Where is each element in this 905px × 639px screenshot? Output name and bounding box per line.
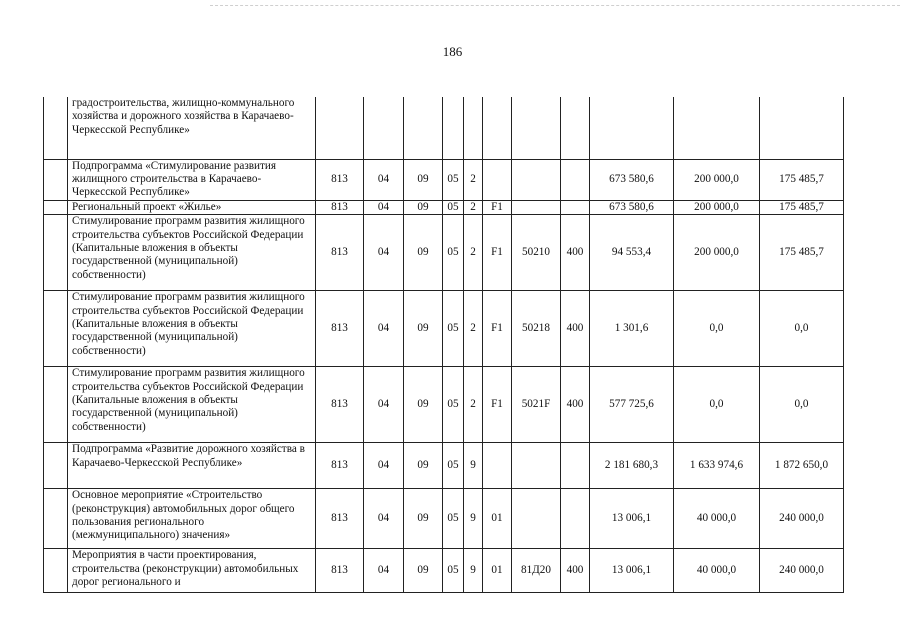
cell-item-name: Стимулирование программ развития жилищного строительства субъектов Российской Федерации (Капитальные вложения в объекты государственной (муниципальной) собственности) xyxy=(68,367,316,443)
cell-program: 05 xyxy=(443,291,464,367)
cell-expense-type xyxy=(561,97,590,159)
cell-sum-year-2: 200 000,0 xyxy=(674,200,760,214)
cell-direction: 5021F xyxy=(512,367,561,443)
cell-project xyxy=(483,97,512,159)
cell-sum-year-2: 40 000,0 xyxy=(674,549,760,593)
cell-program: 05 xyxy=(443,443,464,489)
budget-table xyxy=(43,97,844,593)
cell-direction: 50210 xyxy=(512,215,561,291)
cell-item-name: градостроительства, жилищно-коммунального хозяйства и дорожного хозяйства в Карачаево-Черкесской Республике» xyxy=(68,97,316,159)
cell-index-blank xyxy=(44,200,68,214)
cell-sum-year-1: 673 580,6 xyxy=(590,159,674,200)
cell-program: 05 xyxy=(443,200,464,214)
cell-project: F1 xyxy=(483,215,512,291)
cell-expense-type: 400 xyxy=(561,291,590,367)
cell-ved xyxy=(316,97,364,159)
cell-program: 05 xyxy=(443,367,464,443)
cell-item-name: Основное мероприятие «Строительство (реконструкция) автомобильных дорог общего пользования регионального (межмуниципального) значения» xyxy=(68,489,316,549)
cell-expense-type: 400 xyxy=(561,367,590,443)
cell-index-blank xyxy=(44,489,68,549)
table-row xyxy=(44,489,844,549)
table-row xyxy=(44,200,844,214)
cell-item-name: Стимулирование программ развития жилищного строительства субъектов Российской Федерации (Капитальные вложения в объекты государственной (муниципальной) собственности) xyxy=(68,215,316,291)
cell-direction xyxy=(512,489,561,549)
cell-pr: 09 xyxy=(404,489,443,549)
cell-sum-year-2: 1 633 974,6 xyxy=(674,443,760,489)
cell-sum-year-3: 1 872 650,0 xyxy=(760,443,844,489)
cell-program: 05 xyxy=(443,549,464,593)
cell-direction xyxy=(512,200,561,214)
cell-index-blank xyxy=(44,215,68,291)
cell-rz: 04 xyxy=(364,215,404,291)
cell-pr: 09 xyxy=(404,215,443,291)
cell-project xyxy=(483,159,512,200)
cell-sum-year-1: 577 725,6 xyxy=(590,367,674,443)
cell-item-name: Региональный проект «Жилье» xyxy=(68,200,316,214)
cell-pr: 09 xyxy=(404,443,443,489)
cell-rz: 04 xyxy=(364,549,404,593)
cell-ved: 813 xyxy=(316,367,364,443)
cell-direction xyxy=(512,159,561,200)
cell-pr: 09 xyxy=(404,159,443,200)
cell-subprogram: 9 xyxy=(464,489,483,549)
cell-expense-type xyxy=(561,489,590,549)
cell-item-name: Подпрограмма «Развитие дорожного хозяйства в Карачаево-Черкесской Республике» xyxy=(68,443,316,489)
cell-pr: 09 xyxy=(404,549,443,593)
cell-subprogram: 2 xyxy=(464,367,483,443)
cell-expense-type xyxy=(561,443,590,489)
cell-program: 05 xyxy=(443,215,464,291)
table-row xyxy=(44,549,844,593)
cell-program: 05 xyxy=(443,489,464,549)
cell-direction: 50218 xyxy=(512,291,561,367)
table-row xyxy=(44,215,844,291)
cell-program xyxy=(443,97,464,159)
cell-rz: 04 xyxy=(364,443,404,489)
cell-sum-year-1 xyxy=(590,97,674,159)
table-body xyxy=(44,97,844,593)
cell-project: 01 xyxy=(483,489,512,549)
table-row xyxy=(44,159,844,200)
cell-rz: 04 xyxy=(364,159,404,200)
cell-ved: 813 xyxy=(316,489,364,549)
cell-rz: 04 xyxy=(364,367,404,443)
cell-sum-year-3: 175 485,7 xyxy=(760,159,844,200)
cell-subprogram: 2 xyxy=(464,200,483,214)
table-row xyxy=(44,97,844,159)
scan-artifact-line xyxy=(210,5,900,6)
cell-pr xyxy=(404,97,443,159)
cell-index-blank xyxy=(44,291,68,367)
cell-sum-year-2: 200 000,0 xyxy=(674,159,760,200)
table-row xyxy=(44,367,844,443)
cell-expense-type xyxy=(561,159,590,200)
cell-subprogram: 2 xyxy=(464,291,483,367)
page-number: 186 xyxy=(442,44,463,59)
cell-sum-year-3: 175 485,7 xyxy=(760,200,844,214)
table-row xyxy=(44,291,844,367)
cell-pr: 09 xyxy=(404,200,443,214)
cell-direction: 81Д20 xyxy=(512,549,561,593)
cell-direction xyxy=(512,97,561,159)
cell-sum-year-2: 40 000,0 xyxy=(674,489,760,549)
cell-ved: 813 xyxy=(316,549,364,593)
cell-ved: 813 xyxy=(316,215,364,291)
cell-index-blank xyxy=(44,549,68,593)
cell-program: 05 xyxy=(443,159,464,200)
cell-direction xyxy=(512,443,561,489)
cell-ved: 813 xyxy=(316,291,364,367)
cell-sum-year-1: 673 580,6 xyxy=(590,200,674,214)
cell-sum-year-2: 0,0 xyxy=(674,291,760,367)
cell-sum-year-2: 0,0 xyxy=(674,367,760,443)
table-row xyxy=(44,443,844,489)
cell-project: F1 xyxy=(483,367,512,443)
cell-sum-year-1: 1 301,6 xyxy=(590,291,674,367)
cell-project: 01 xyxy=(483,549,512,593)
cell-sum-year-1: 94 553,4 xyxy=(590,215,674,291)
cell-ved: 813 xyxy=(316,200,364,214)
cell-index-blank xyxy=(44,97,68,159)
cell-subprogram: 9 xyxy=(464,549,483,593)
cell-sum-year-1: 13 006,1 xyxy=(590,549,674,593)
cell-project: F1 xyxy=(483,291,512,367)
cell-ved: 813 xyxy=(316,159,364,200)
cell-sum-year-3 xyxy=(760,97,844,159)
cell-sum-year-3: 0,0 xyxy=(760,367,844,443)
cell-index-blank xyxy=(44,367,68,443)
cell-item-name: Подпрограмма «Стимулирование развития жилищного строительства в Карачаево-Черкесской Республике» xyxy=(68,159,316,200)
cell-sum-year-3: 175 485,7 xyxy=(760,215,844,291)
cell-sum-year-1: 2 181 680,3 xyxy=(590,443,674,489)
cell-subprogram: 2 xyxy=(464,159,483,200)
cell-rz: 04 xyxy=(364,200,404,214)
cell-expense-type xyxy=(561,200,590,214)
cell-sum-year-3: 240 000,0 xyxy=(760,549,844,593)
cell-rz: 04 xyxy=(364,291,404,367)
cell-sum-year-3: 0,0 xyxy=(760,291,844,367)
cell-sum-year-2 xyxy=(674,97,760,159)
cell-project xyxy=(483,443,512,489)
cell-pr: 09 xyxy=(404,291,443,367)
cell-sum-year-3: 240 000,0 xyxy=(760,489,844,549)
cell-item-name: Мероприятия в части проектирования, строительства (реконструкции) автомобильных дорог регионального и xyxy=(68,549,316,593)
cell-subprogram: 2 xyxy=(464,215,483,291)
cell-rz xyxy=(364,97,404,159)
cell-expense-type: 400 xyxy=(561,215,590,291)
cell-index-blank xyxy=(44,159,68,200)
cell-pr: 09 xyxy=(404,367,443,443)
cell-index-blank xyxy=(44,443,68,489)
cell-expense-type: 400 xyxy=(561,549,590,593)
cell-subprogram xyxy=(464,97,483,159)
cell-project: F1 xyxy=(483,200,512,214)
cell-item-name: Стимулирование программ развития жилищного строительства субъектов Российской Федерации (Капитальные вложения в объекты государственной (муниципальной) собственности) xyxy=(68,291,316,367)
cell-ved: 813 xyxy=(316,443,364,489)
cell-sum-year-2: 200 000,0 xyxy=(674,215,760,291)
cell-subprogram: 9 xyxy=(464,443,483,489)
cell-rz: 04 xyxy=(364,489,404,549)
cell-sum-year-1: 13 006,1 xyxy=(590,489,674,549)
